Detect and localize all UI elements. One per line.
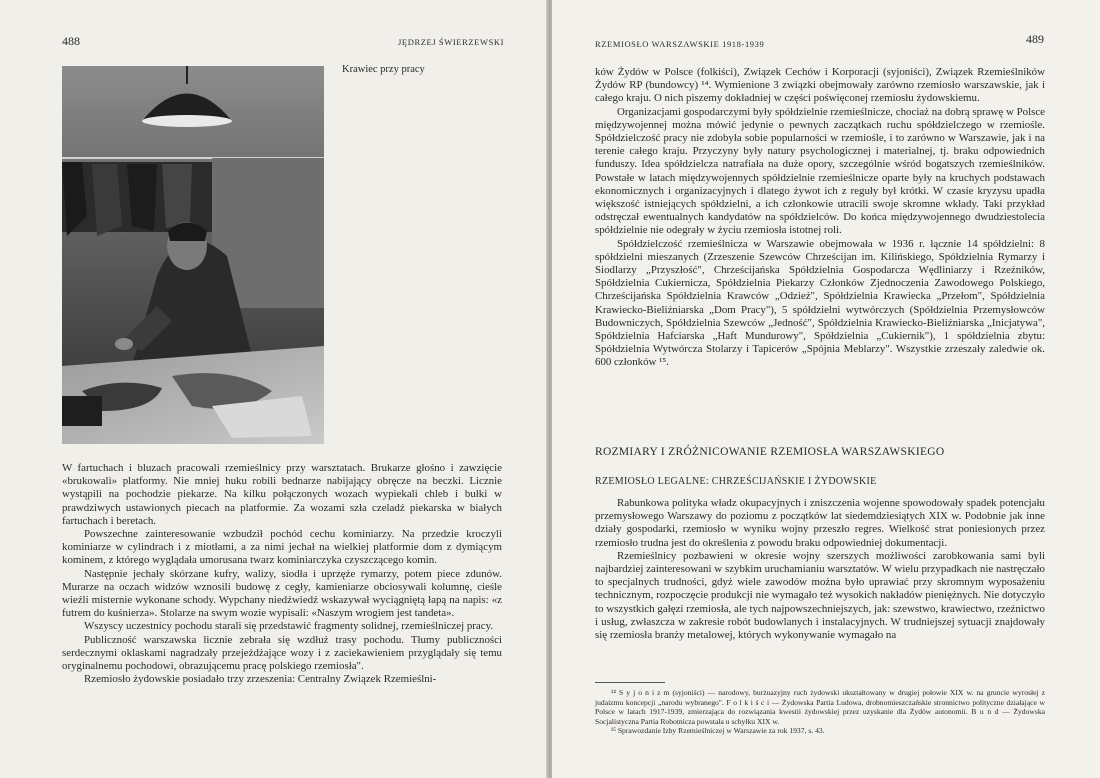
- paragraph: Rabunkowa polityka władz okupacyjnych i zniszczenia wojenne spowodowały spadek potencjału przemysłowego Warszawy do poziomu z początków lat siedemdziesiątych XIX w. Podobnie jak inne działy gospodarki, rzemiosło w wyniku wojny przeszło regres. Wielkość strat poniesionych przez rzemiosło trudna jest do określenia z powodu braku odpowiedniej dokumentacji.: [595, 497, 1045, 549]
- paragraph: Powszechne zainteresowanie wzbudził pochód cechu kominiarzy. Na przedzie kroczyli kominiarze w cylindrach i z miotłami, a za nimi jechał na wielkiej platformie dom z dymiącym kominem, z którego wyglądała umorusana twarz kominiarczyka czyszczącego komin.: [62, 528, 502, 567]
- footnote-rule: [595, 682, 665, 683]
- tailor-photo: [62, 66, 324, 444]
- right-body-text-top: [595, 66, 1045, 370]
- paragraph: Spółdzielczość rzemieślnicza w Warszawie obejmowała w 1936 r. łącznie 14 spółdzielni: 8 spółdzielni mieszanych (Zrzeszenie Szewców Chrześcijan im. Kilińskiego, Spółdzielnia Rymarzy i Siodlarzy „Przyszłość", Chrześcijańska Spółdzielnia Gospodarcza Wędliniarzy i Rzeźników, Spółdzielnia Cukiernicza, Spółdzielnia Piekarzy Członków Zjednoczenia Zawodowego Polskiego, Chrześcijańska Spółdzielnia Krawców „Odzież", Spółdzielnia Krawiecka „Przełom", Spółdzielnia Krawiecko-Bieliźniarska „Dom Pracy"), 5 spółdzielni wytwórczych (Spółdzielnia Przemysłowców Budowniczych, Spółdzielnia Szewców „Jedność", Spółdzielnia Krawiecko-Bieliźniarska „Inicjatywa", Spółdzielnia Hafciarska „Haft Mundurowy", Spółdzielnia „Cukiernik"), 1 spółdzielnia zbytu: Spółdzielnia Wytwórcza Stolarzy i Tapicerów „Spójnia Meblarzy". Wszystkie zrzeszały zaledwie ok. 600 członków ¹⁵.: [595, 237, 1045, 369]
- paragraph: Organizacjami gospodarczymi były spółdzielnie rzemieślnicze, chociaż na dobrą sprawę w Polsce międzywojennej można mówić jedynie o pewnych zaczątkach ruchu spółdzielczego w rzemiośle. Spółdzielczość pracy nie zdobyła sobie popularności w rzemiośle, i to zarówno w Warszawie, jak i na terenie całego kraju. Przyczyny były natury psychologicznej i materialnej, tj. braku odpowiednich funduszy. Idea spółdzielcza natrafiała na duże opory, szczególnie wśród bogatszych rzemieślników. Powstałe w latach międzywojennych spółdzielnie rzemieślnicze oparte były na kruchych podstawach ekonomicznych i organizacyjnych i dlatego żywot ich z reguły był krótki. W czasie kryzysu upadła większość istniejących spółdzielni, a ich członkowie utracili swoje skromne wkłady. Taki przykład odstręczał ewentualnych kandydatów na spółdzielców. Do końca międzywojennego dwudziestolecia spółdzielnie nie odegrały w życiu rzemiosła istotnej roli.: [595, 105, 1045, 237]
- paragraph: Wszyscy uczestnicy pochodu starali się przedstawić fragmenty solidnej, rzemieślniczej pracy.: [84, 620, 494, 633]
- paragraph: ków Żydów w Polsce (folkiści), Związek Cechów i Korporacji (syjoniści), Związek Rzemieślników Żydów RP (bundowcy) ¹⁴. Wymienione 3 związki obejmowały zarówno rzemiosło warszawskie, jak i całego kraju. O nich piszemy dokładniej w części poświęconej rzemiosłu żydowskiemu.: [595, 66, 1045, 105]
- footnotes: [595, 688, 1045, 736]
- paragraph: Publiczność warszawska licznie zebrała się wzdłuż trasy pochodu. Tłumy publiczności serdecznymi oklaskami nagradzały przejeżdżające wozy i z zaciekawieniem przyglądały się temu oryginalnemu pochodowi, obrazującemu pracę polskiego rzemiosła".: [62, 633, 502, 673]
- running-head-right: RZEMIOSŁO WARSZAWSKIE 1918-1939: [595, 39, 765, 49]
- footnote: ¹⁴ S y j o n i z m (syjoniści) — narodowy, burżuazyjny ruch żydowski ukształtowany w drugiej połowie XIX w. na gruncie wyrosłej z judaizmu koncepcji „narodu wybranego". F o l k i ś c i — Żydowska Partia Ludowa, drobnomieszczańskie stronnictwo polityczne działające w Polsce w latach 1917-1939, zmierzająca do rozwiązania kwestii żydowskiej przez uzyskanie dla Żydów autonomii. B u n d — Żydowska Socjalistyczna Partia Robotnicza powstała u schyłku XIX w.: [595, 688, 1045, 726]
- footnote: ¹⁵ Sprawozdanie Izby Rzemieślniczej w Warszawie za rok 1937, s. 43.: [611, 726, 825, 736]
- left-body-text: [62, 462, 502, 686]
- left-page: [0, 0, 548, 778]
- running-head-left: JĘDRZEJ ŚWIERZEWSKI: [398, 37, 505, 47]
- tailor-photo-illustration: [62, 66, 324, 444]
- paragraph: Rzemiosło żydowskie posiadało trzy zrzeszenia: Centralny Związek Rzemieślni-: [84, 673, 437, 686]
- subsection-heading: RZEMIOSŁO LEGALNE: CHRZEŚCIJAŃSKIE I ŻYDOWSKIE: [595, 476, 877, 487]
- section-heading: ROZMIARY I ZRÓŻNICOWANIE RZEMIOSŁA WARSZAWSKIEGO: [595, 446, 945, 458]
- paragraph: Następnie jechały skórzane kufry, walizy, siodła i uprzęże rymarzy, potem piece zdunów. Murarze na oczach widzów wznosili budowę z cegły, kamieniarze obciosywali kolumnę, cieśle wieźli misternie wykonane schody. Wypchany niedźwiedź wskazywał wyciągniętą łapą na napis: «z futrem do kuśnierza». Stolarze na swym wozie wypisali: «Naszym wrogiem jest tandeta».: [62, 567, 502, 620]
- right-body-text-bottom: [595, 497, 1045, 642]
- photo-caption: Krawiec przy pracy: [342, 64, 425, 75]
- paragraph: Rzemieślnicy pozbawieni w okresie wojny szerszych możliwości zarobkowania sami byli najbardziej zainteresowani w szybkim uruchamianiu warsztatów. W wielu przypadkach nie nastręczało to specjalnych trudności, gdyż wiele zawodów można było uprawiać przy skromnym wyposażeniu technicznym, rozpoczęcie produkcji nie wymagało też wysokich nakładów pieniężnych. Nie dotyczyło to wszystkich gałęzi rzemiosła, ale tych najpowszechniejszych, jak: szewstwo, krawiectwo, rzeźnictwo i usług, zwłaszcza w zakresie robót budowlanych i instalacyjnych. W trudniejszej sytuacji znajdowały się rzemiosła branży metalowej, których wykonywanie wymagało na: [595, 549, 1045, 642]
- paragraph: W fartuchach i bluzach pracowali rzemieślnicy przy warsztatach. Brukarze głośno i zawzięcie «brukowali» platformy. Nie mniej huku robili bednarze nabijający obręcze na beczki. Licznie wystąpili na pochodzie piekarze. Na kilku połączonych wozach wypiekali chleb i bułki w prawdziwych ustawionych piecach na platformie. Za wozami szła czeladź piekarska w białych fartuchach i beretach.: [62, 462, 502, 527]
- page-number-left: 488: [62, 34, 80, 48]
- page-number-right: 489: [1026, 32, 1044, 46]
